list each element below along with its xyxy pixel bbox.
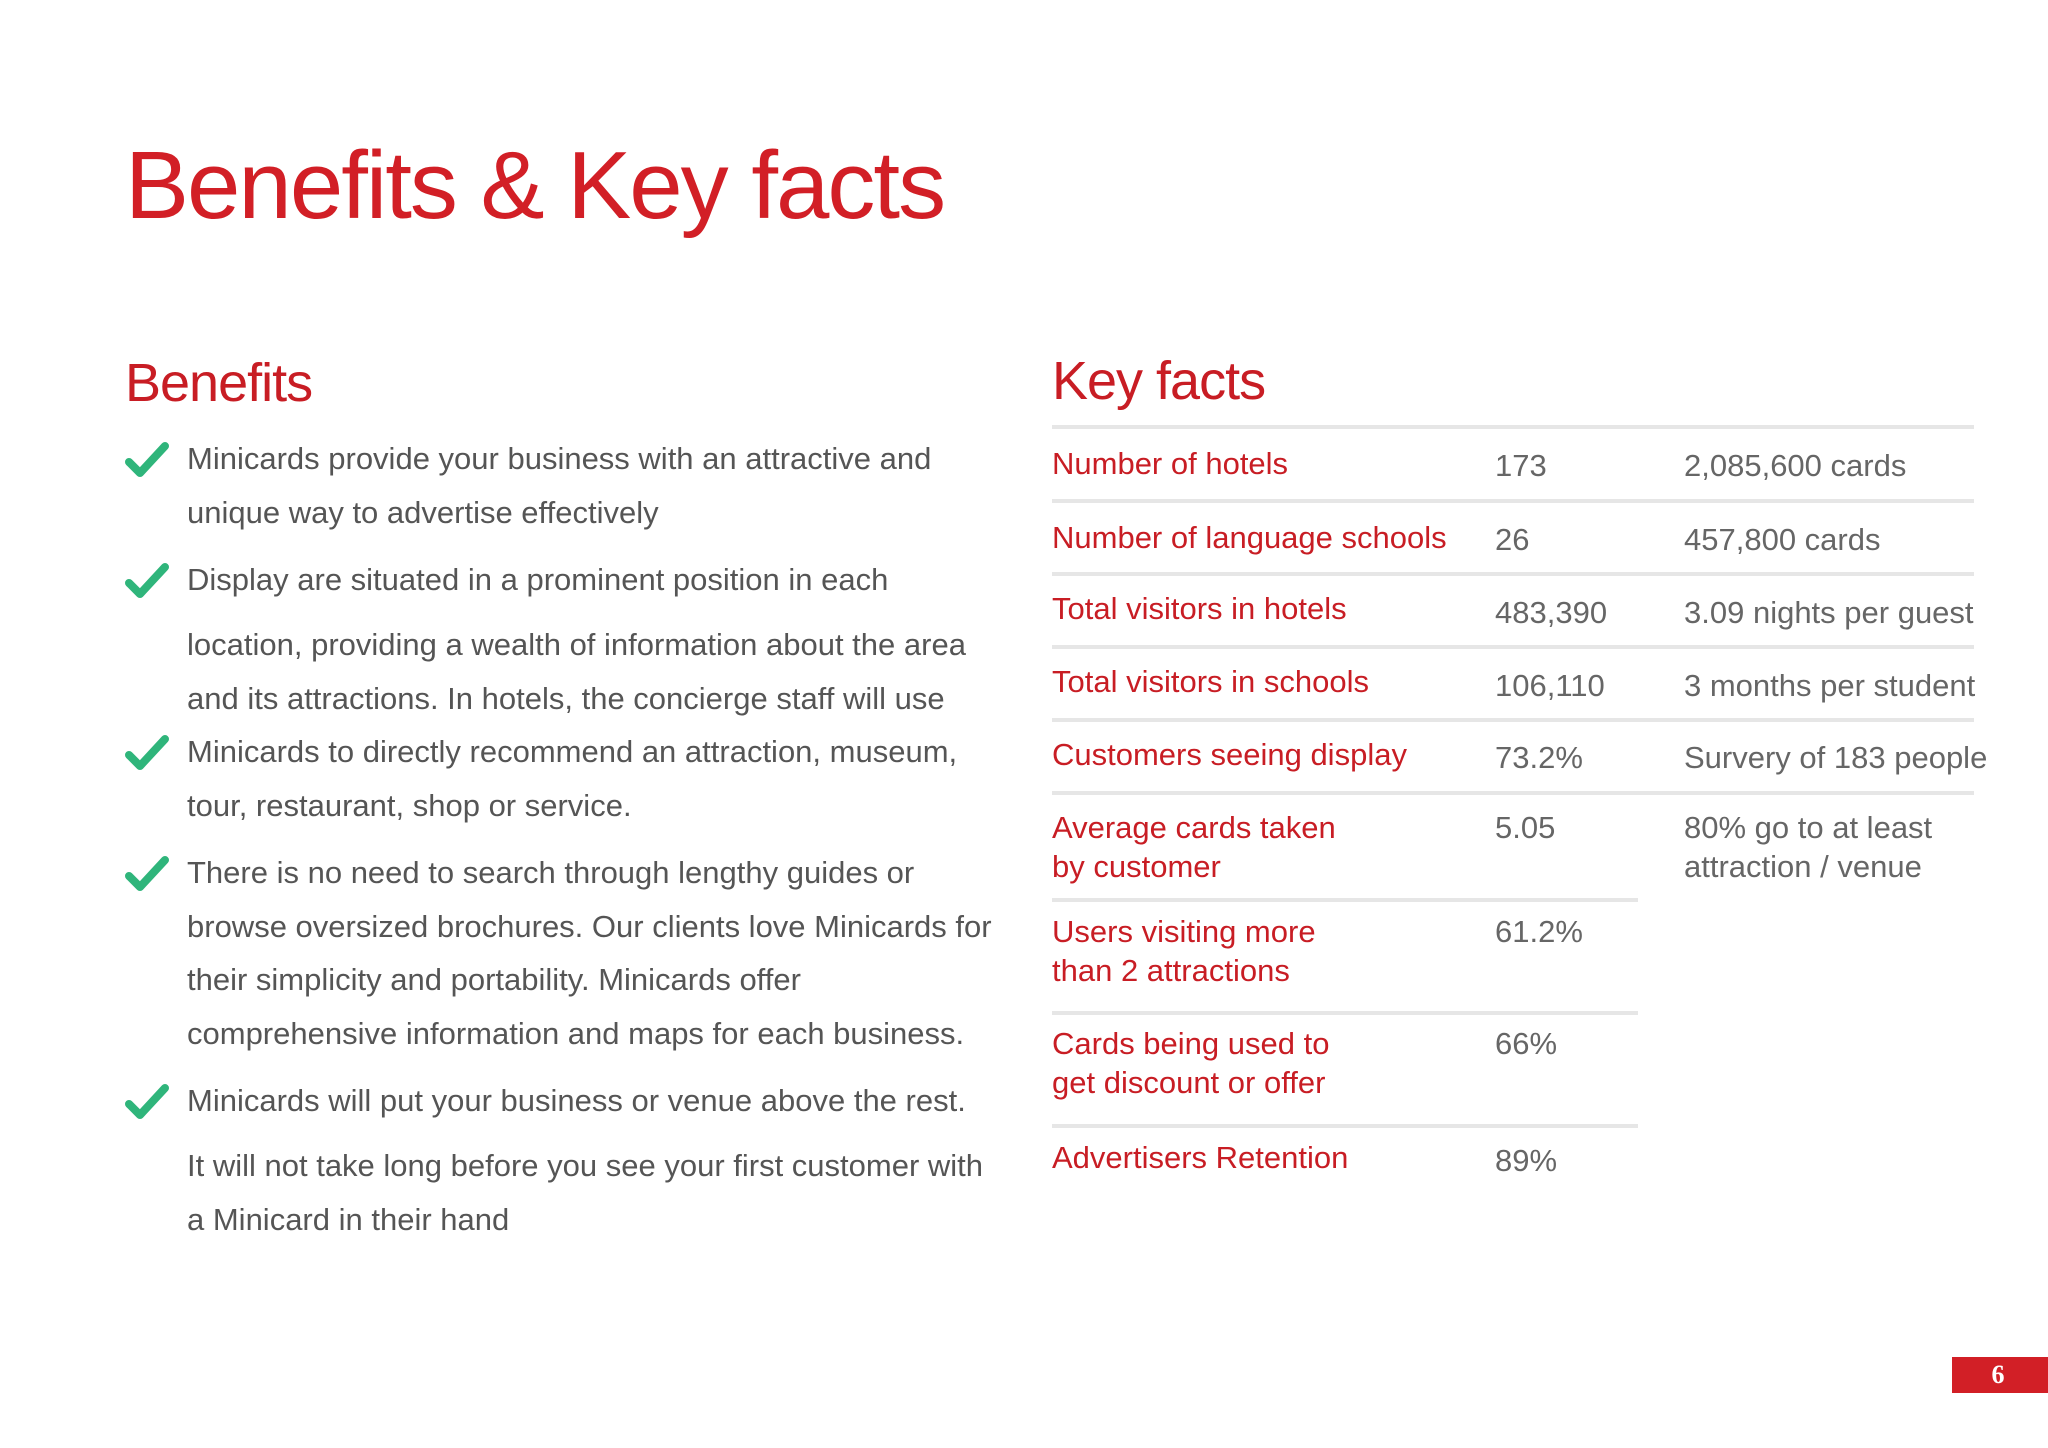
check-icon (125, 440, 169, 480)
fact-label: Average cards taken (1052, 810, 1336, 845)
benefit-text: Minicards to directly recommend an attraction, museum, tour, restaurant, shop or service. (187, 734, 958, 823)
fact-label: Cards being used to (1052, 1026, 1330, 1061)
benefit-text: location, providing a wealth of information about the area and its attractions. In hotels, the concierge staff will use (187, 627, 966, 716)
fact-note: 2,085,600 cards (1684, 448, 1907, 483)
benefits-heading: Benefits (125, 353, 313, 413)
benefit-item (125, 553, 995, 611)
key-facts-row (1052, 898, 1974, 1011)
fact-value: 66% (1495, 1026, 1558, 1061)
fact-label: Users visiting more (1052, 914, 1316, 949)
benefit-text: Display are situated in a prominent position in each (187, 562, 889, 597)
fact-label: Customers seeing display (1052, 737, 1407, 772)
fact-value: 61.2% (1495, 914, 1583, 949)
benefit-text: Minicards will put your business or venue above the rest. (187, 1083, 966, 1118)
benefit-continuation (125, 618, 995, 725)
fact-value: 106,110 (1495, 668, 1605, 703)
fact-label: by customer (1052, 849, 1221, 884)
page-title: Benefits & Key facts (125, 132, 945, 239)
key-facts-row (1052, 1011, 1974, 1124)
benefit-item (125, 846, 995, 1060)
key-facts-heading: Key facts (1052, 351, 1266, 411)
key-facts-row (1052, 791, 1974, 898)
fact-note: 457,800 cards (1684, 522, 1881, 557)
key-facts-row (1052, 499, 1974, 572)
check-icon (125, 1082, 169, 1122)
fact-label: Total visitors in schools (1052, 664, 1370, 699)
fact-note: 3.09 nights per guest (1684, 595, 1974, 630)
benefit-item (125, 725, 995, 832)
key-facts-row (1052, 572, 1974, 645)
key-facts-row (1052, 718, 1988, 791)
benefit-text: There is no need to search through lengthy guides or browse oversized brochures. Our clients love Minicards for their simplicity and portability. Minicards offer comprehensive information and maps for each business. (187, 855, 992, 1051)
fact-note: 3 months per student (1684, 668, 1976, 703)
fact-note: Survery of 183 people (1684, 740, 1988, 775)
check-icon (125, 733, 169, 773)
fact-label: Number of language schools (1052, 520, 1447, 555)
fact-label: Number of hotels (1052, 446, 1289, 481)
benefit-text: It will not take long before you see your first customer with a Minicard in their hand (187, 1148, 984, 1237)
fact-value: 483,390 (1495, 595, 1608, 630)
benefit-item (125, 1074, 995, 1128)
fact-label: than 2 attractions (1052, 953, 1290, 988)
benefits-list (125, 432, 995, 1246)
fact-value: 173 (1495, 448, 1547, 483)
fact-note: 80% go to at least (1684, 810, 1933, 845)
fact-value: 5.05 (1495, 810, 1556, 845)
benefit-item (125, 432, 995, 539)
benefit-continuation (125, 1139, 995, 1246)
key-facts-row (1052, 425, 1974, 499)
key-facts-row (1052, 645, 1974, 718)
key-facts-row (1052, 1124, 1974, 1194)
fact-label: get discount or offer (1052, 1065, 1326, 1100)
benefit-text: Minicards provide your business with an attractive and unique way to advertise effectively (187, 441, 932, 530)
fact-label: Advertisers Retention (1052, 1140, 1349, 1175)
check-icon (125, 854, 169, 894)
page-number-badge: 6 (1952, 1357, 2048, 1393)
key-facts-table (1052, 425, 1988, 1194)
fact-label: Total visitors in hotels (1052, 591, 1347, 626)
fact-value: 89% (1495, 1143, 1558, 1178)
fact-value: 26 (1495, 522, 1530, 557)
check-icon (125, 561, 169, 601)
fact-value: 73.2% (1495, 740, 1583, 775)
fact-note: attraction / venue (1684, 849, 1922, 884)
